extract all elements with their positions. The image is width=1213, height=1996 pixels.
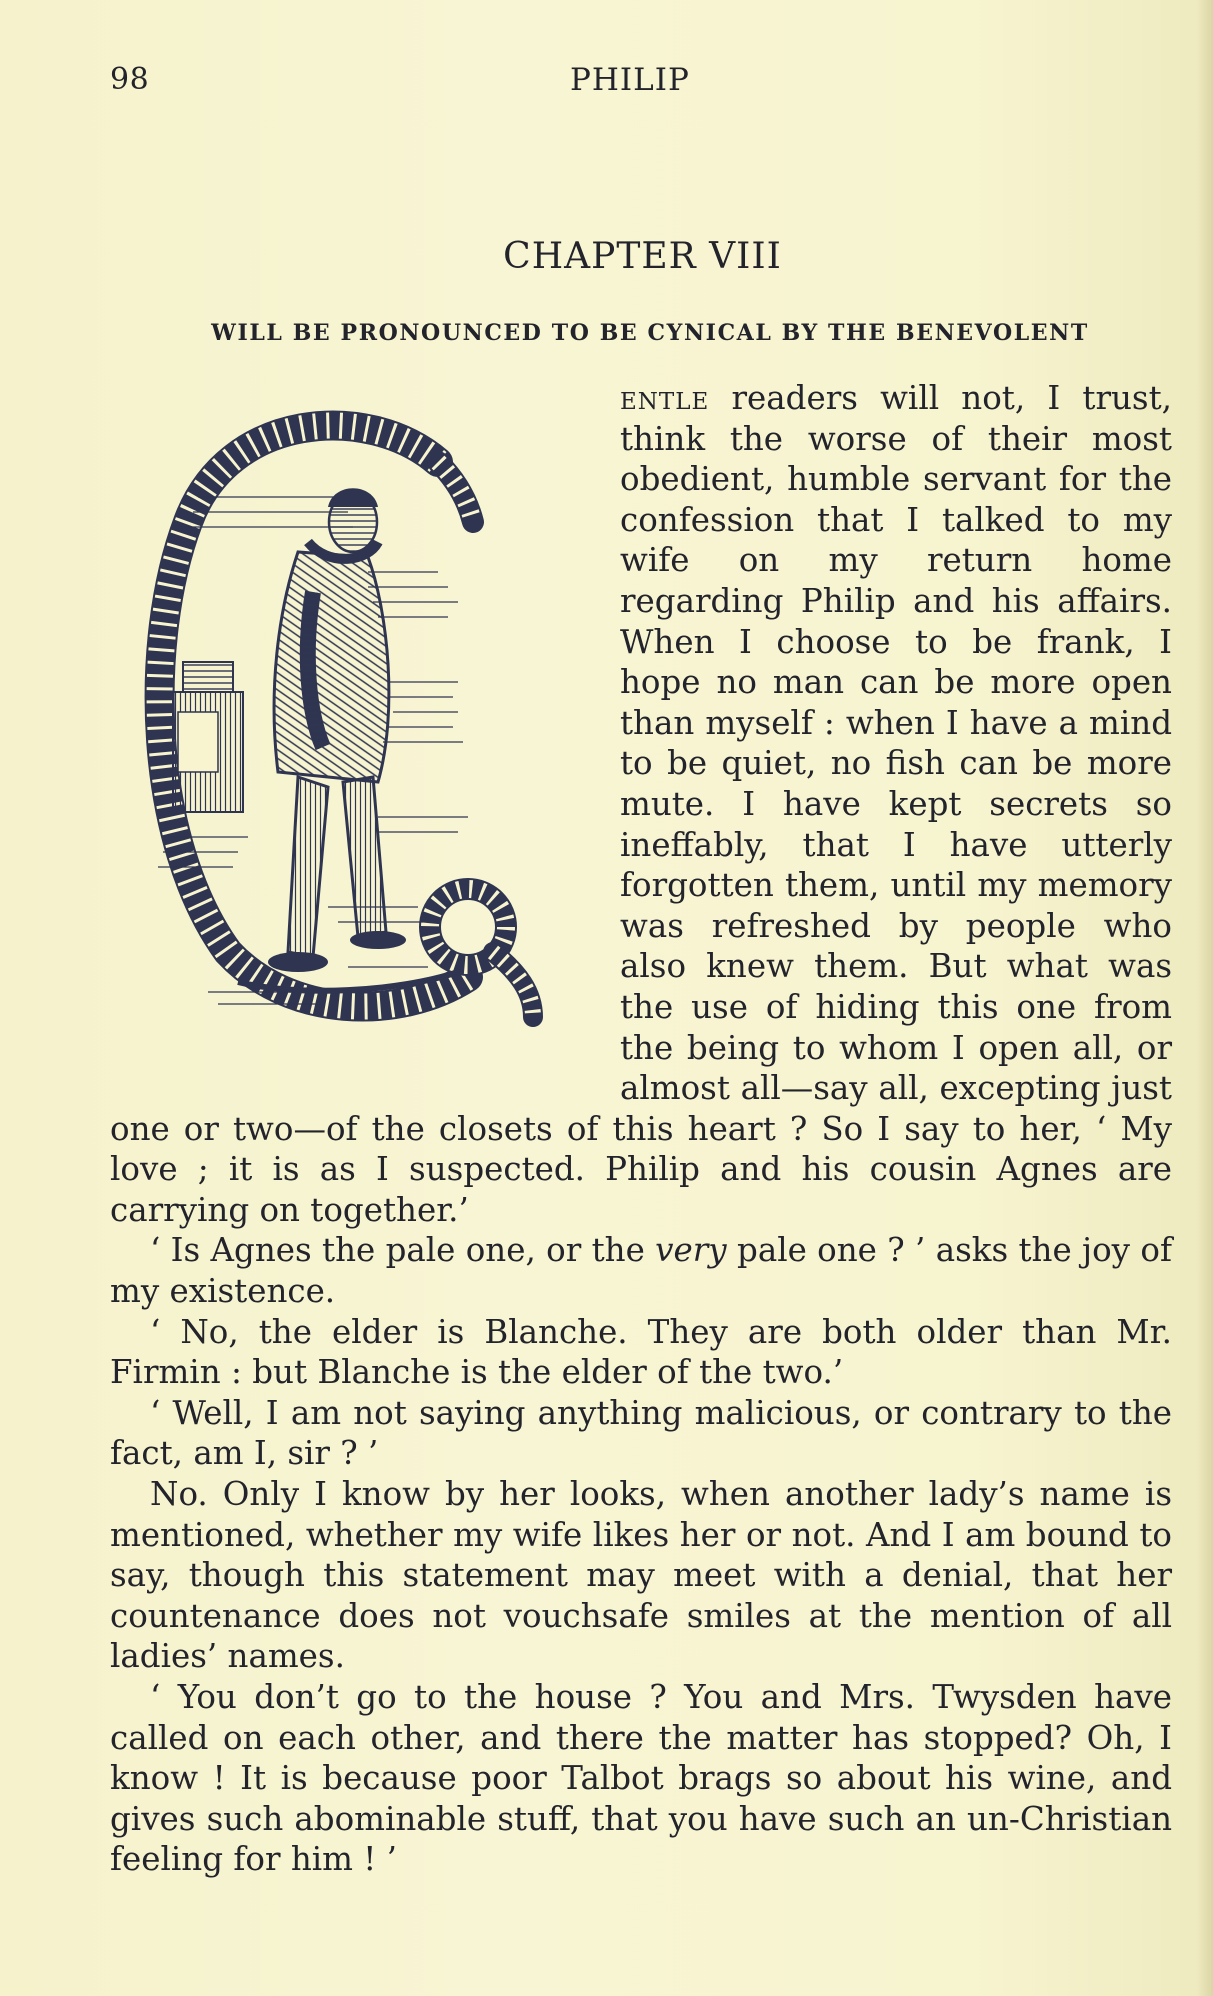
chapter-body [110, 378, 1172, 1880]
paragraph-3: ‘ No, the elder is Blanche. They are both older than Mr. Firmin : but Blanche is the elder of the two.’ [110, 1312, 1172, 1392]
paragraph-4: ‘ Well, I am not saying anything malicious, or contrary to the fact, am I, sir ? ’ [110, 1393, 1172, 1473]
page-number: 98 [110, 62, 150, 97]
paragraph-2-emphasis: very [655, 1231, 727, 1270]
page-edge-shadow [1197, 0, 1213, 1996]
paragraph-6: ‘ You don’t go to the house ? You and Mrs. Twysden have called on each other, and there the matter has stopped? Oh, I know ! It is because poor Talbot brags so about his wine, and gives such abominable stuff, that you have such an un-Christian feeling for him ! ’ [110, 1678, 1172, 1879]
drop-cap-continuation: entle [620, 379, 710, 417]
illustration-float [100, 378, 600, 1070]
paragraph-1-text: readers will not, I trust, think the worse of their most obedient, humble servant for the confession that I talked to my wife on my return home regarding Philip and his affairs. When I choose to be frank, I hope no man can be more open than myself : when I have a mind to be quiet, no fish can be more mute. I have kept secrets so ineffably, that I have utterly forgotten them, until my memory was refreshed by people who also knew them. But what was the use of hiding this one from the being to whom I open all, or almost all—say all, excepting just one or two—of the closets of this heart ? So I say to her, ‘ My love ; it is as I suspected. Philip and his cousin Agnes are carrying on together.’ [110, 379, 1172, 1229]
chapter-subtitle: WILL BE PRONOUNCED TO BE CYNICAL BY THE BENEVOLENT [211, 320, 1089, 346]
running-title: PHILIP [570, 62, 690, 98]
chapter-title: CHAPTER VIII [503, 236, 782, 277]
paragraph-2 [110, 1230, 1172, 1311]
paragraph-2-start: ‘ Is Agnes the pale one, or the [150, 1231, 656, 1270]
paragraph-2-end: pale one ? ’ asks the joy of my existence. [110, 1231, 1172, 1311]
paragraph-5: No. Only I know by her looks, when another lady’s name is mentioned, whether my wife likes her or not. And I am bound to say, though this statement may meet with a denial, that her countenance does not vouchsafe smiles at the mention of all ladies’ names. [110, 1475, 1172, 1676]
page-header [110, 62, 1172, 102]
